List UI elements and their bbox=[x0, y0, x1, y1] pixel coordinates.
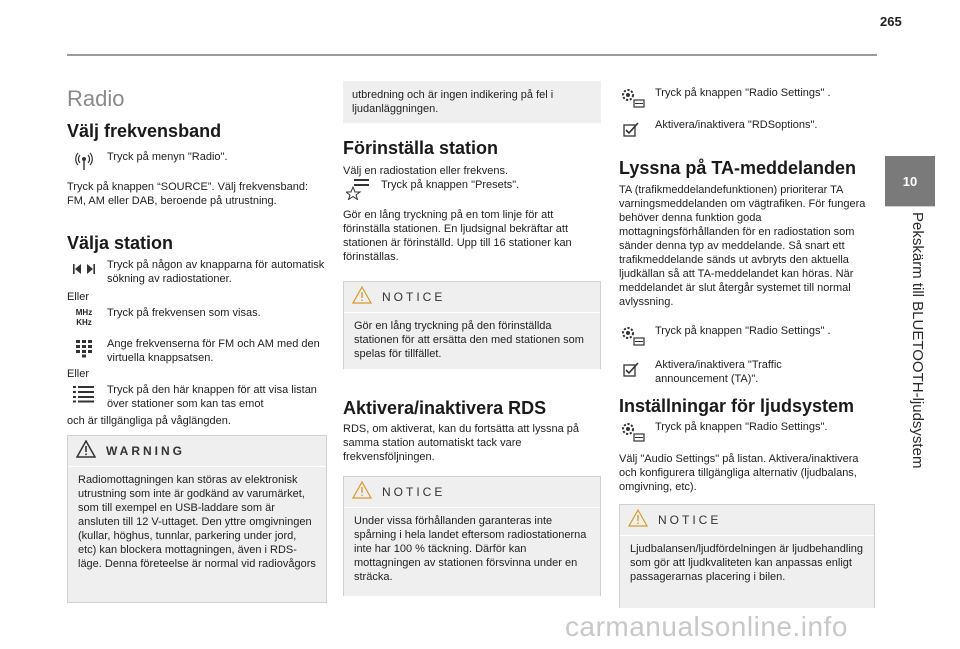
heading-select-band: Välj frekvensband bbox=[67, 121, 222, 141]
warning-continuation: utbredning och är ingen indikering på fel i ljudanläggningen. bbox=[352, 89, 554, 115]
heading-rds: Aktivera/inaktivera RDS bbox=[343, 398, 547, 418]
notice-triangle-icon bbox=[352, 481, 372, 504]
radio-settings-icon bbox=[619, 324, 645, 346]
or-label-2: Eller bbox=[67, 368, 90, 380]
chapter-title: Pekskärm till BLUETOOTH-ljudsystem bbox=[909, 212, 926, 469]
radio-antenna-icon bbox=[71, 150, 97, 172]
preset-instructions: Gör en lång tryckning på en tom linje för att förinställa stationen. En ljudsignal bekräftar att stationen är förinställd. Upp till 16 stationer kan förinställas. bbox=[343, 209, 572, 263]
step-station-list: Tryck på den här knappen för att visa listan över stationer som kan tas emot bbox=[107, 384, 317, 410]
chapter-tab-rule bbox=[885, 206, 935, 207]
notice-box-2 bbox=[343, 476, 601, 596]
heading-audio-settings: Inställningar för ljudsystem bbox=[619, 396, 855, 416]
rds-paragraph: RDS, om aktiverat, kan du fortsätta att lyssna på samma station automatiskt tack vare frekvensföljningen. bbox=[343, 423, 579, 463]
heading-select-station: Välja station bbox=[67, 233, 174, 253]
warning-text: Radiomottagningen kan störas av elektronisk utrustning som inte är godkänd av varumärket, som till exempel en USB-laddare som är ansluten till 12 V-uttaget. Den yttre omgivningen (kullar, höghus, tunnlar, parkering under jord, etc) kan blockera mottagningen, även i RDS-läge. Denna företeelse är normal vid radiovågors bbox=[68, 466, 326, 602]
chapter-tab: 10 bbox=[885, 156, 935, 206]
step-presets: Tryck på knappen "Presets". bbox=[381, 179, 520, 191]
notice-text-2: Under vissa förhållanden garanteras inte spårning i hela landet eftersom radiostationerna inte har 100 % täckning. Därför kan mottagningen av stationen försvinna under en sträcka. bbox=[344, 507, 600, 596]
radio-settings-icon bbox=[619, 420, 645, 442]
notice-box-1 bbox=[343, 281, 601, 369]
step-tap-frequency: Tryck på frekvensen som visas. bbox=[107, 307, 261, 319]
checkbox-icon bbox=[619, 358, 645, 380]
checkbox-icon bbox=[619, 118, 645, 140]
notice-triangle-icon bbox=[628, 509, 648, 532]
ta-paragraph: TA (trafikmeddelandefunktionen) prioriterar TA varningsmeddelanden om vägtrafiken. För fungera behöver denna funktion goda mottagningsförhållanden för en radiostation som sänder denna typ av meddelande. Så snart ett trafikmeddelande sänds ut avbryts den aktuella ljudkällan så att TA-meddelandet kan höras. När meddelandet är slut återgår systemet till normal avlyssning. bbox=[619, 184, 866, 308]
radio-settings-icon bbox=[619, 86, 645, 108]
step-traffic-announcement: Aktivera/inaktivera "Traffic announcement (TA)". bbox=[655, 359, 782, 385]
step-rds-options: Aktivera/inaktivera "RDSoptions". bbox=[655, 119, 818, 131]
notice-text-3: Ljudbalansen/ljudfördelningen är ljudbehandling som gör att ljudkvaliteten kan anpassas enligt passagerarnas placering i bilen. bbox=[620, 535, 874, 608]
keypad-icon bbox=[71, 337, 97, 359]
notice-box-3 bbox=[619, 504, 875, 608]
page-title: Radio bbox=[67, 86, 125, 111]
notice-triangle-icon bbox=[352, 286, 372, 309]
step-radio-menu: Tryck på menyn "Radio". bbox=[107, 151, 228, 163]
notice-text-1: Gör en lång tryckning på den förinställda stationen för att ersätta den med stationen som spelas för tillfället. bbox=[344, 312, 600, 369]
header-rule bbox=[67, 54, 877, 56]
heading-preset-station: Förinställa station bbox=[343, 138, 499, 158]
seek-prev-next-icon bbox=[71, 258, 97, 280]
station-list-icon bbox=[71, 383, 97, 405]
step-virtual-keypad: Ange frekvenserna för FM och AM med den virtuella knappsatsen. bbox=[107, 338, 320, 364]
watermark: carmanualsonline.info bbox=[565, 611, 848, 642]
preset-intro: Välj en radiostation eller frekvens. bbox=[343, 165, 509, 177]
page-number: 265 bbox=[880, 14, 902, 29]
warning-label: WARNING bbox=[106, 444, 185, 458]
warning-triangle-icon bbox=[76, 440, 96, 463]
heading-ta: Lyssna på TA-meddelanden bbox=[619, 158, 857, 178]
step-radio-settings-1: Tryck på knappen "Radio Settings" . bbox=[655, 87, 831, 99]
notice-label-1: NOTICE bbox=[382, 290, 446, 304]
audio-paragraph: Välj "Audio Settings" på listan. Aktivera/inaktivera och konfigurera tillgängliga alternativ (ljudbalans, omgivning, etc). bbox=[619, 453, 859, 493]
step-radio-settings-3: Tryck på knappen "Radio Settings". bbox=[655, 421, 828, 433]
step-station-list-cont: och är tillgängliga på våglängden. bbox=[67, 415, 231, 427]
notice-label-2: NOTICE bbox=[382, 485, 446, 499]
mhz-khz-icon: MHz KHz bbox=[75, 308, 93, 327]
step-auto-seek: Tryck på någon av knapparna för automatisk sökning av radiostationer. bbox=[107, 259, 325, 285]
notice-label-3: NOTICE bbox=[658, 513, 722, 527]
preset-star-icon bbox=[345, 178, 371, 200]
or-label-1: Eller bbox=[67, 291, 90, 303]
warning-box bbox=[67, 435, 327, 603]
paragraph-source: Tryck på knappen “SOURCE”. Välj frekvensband: FM, AM eller DAB, beroende på utrustning. bbox=[67, 181, 309, 207]
step-radio-settings-2: Tryck på knappen "Radio Settings" . bbox=[655, 325, 831, 337]
